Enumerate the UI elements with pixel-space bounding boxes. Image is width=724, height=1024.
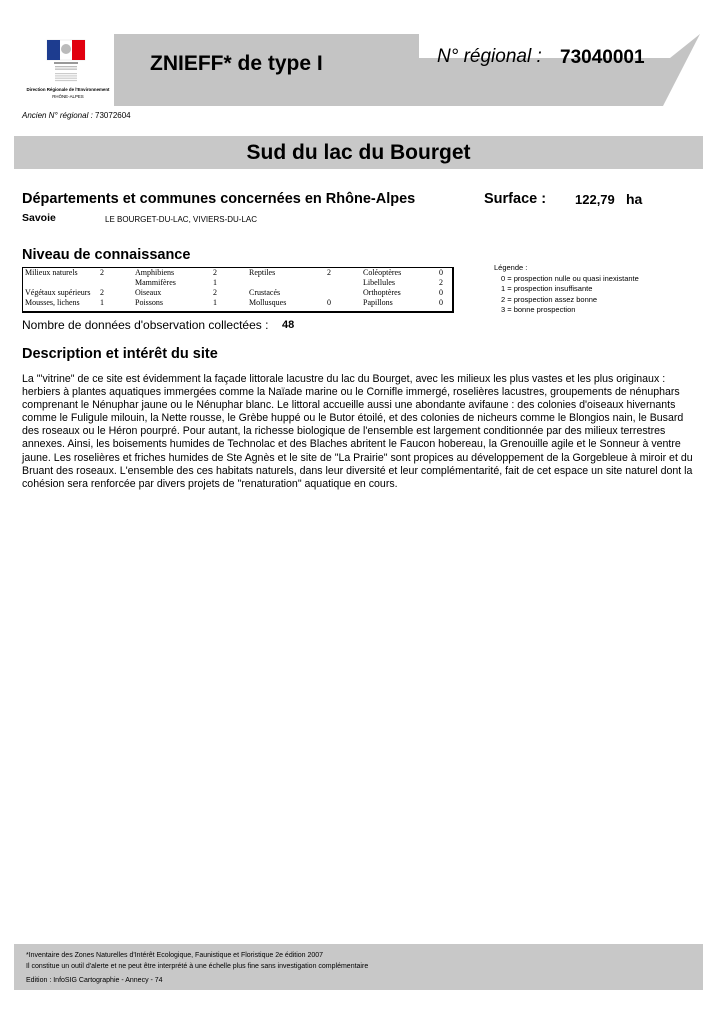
taxon-level: 0 xyxy=(327,298,331,307)
legend xyxy=(494,263,639,316)
taxon-level xyxy=(98,278,133,288)
taxon-label xyxy=(247,278,325,288)
taxon-label: Crustacés xyxy=(249,288,281,297)
taxon-label xyxy=(23,278,98,288)
footer-line3: Edition : InfoSIG Cartographie - Annecy - 74 xyxy=(26,977,163,984)
prefecture-logo xyxy=(22,34,114,106)
footer-line2: Il constitue un outil d'alerte et ne peut être interprété à une échelle plus fine sans investigation complémentaire xyxy=(26,963,369,970)
surface-label: Surface : xyxy=(484,191,547,207)
taxon-label: Oiseaux xyxy=(135,288,162,297)
legend-item: 3 = bonne prospection xyxy=(501,305,576,314)
ancien-number-label: Ancien N° régional : xyxy=(22,111,93,120)
connaissance-table xyxy=(22,267,454,313)
taxon-label: Mammifères xyxy=(135,278,176,287)
taxon-label: Amphibiens xyxy=(135,268,175,277)
footer xyxy=(14,944,703,990)
legend-item: 1 = prospection insuffisante xyxy=(501,284,593,293)
taxon-label: Mollusques xyxy=(249,298,287,307)
taxon-level: 2 xyxy=(327,268,331,277)
regional-number-label: N° régional : xyxy=(437,46,542,67)
taxon-label: Papillons xyxy=(363,298,393,307)
taxon-level: 2 xyxy=(439,278,443,287)
connaissance-grid xyxy=(23,268,451,308)
taxon-label: Orthoptères xyxy=(363,288,401,297)
taxon-label: Poissons xyxy=(135,298,164,307)
connaissance-row xyxy=(23,278,451,288)
taxon-label: Mousses, lichens xyxy=(25,298,80,307)
ancien-number-value: 73072604 xyxy=(95,111,131,120)
logo-text-line1: Direction Régionale de l'Environnement xyxy=(26,87,110,92)
surface-value: 122,79 xyxy=(575,192,615,207)
connaissance-heading: Niveau de connaissance xyxy=(22,247,191,263)
description-heading: Description et intérêt du site xyxy=(22,346,218,362)
taxon-level: 0 xyxy=(439,288,443,297)
taxon-level: 0 xyxy=(439,268,443,277)
observations-value: 48 xyxy=(282,319,295,331)
site-name: Sud du lac du Bourget xyxy=(246,141,471,164)
regional-number: 73040001 xyxy=(560,47,645,68)
taxon-label: Libellules xyxy=(363,278,395,287)
taxon-level: 0 xyxy=(439,298,443,307)
taxon-label: Végétaux supérieurs xyxy=(25,288,91,297)
legend-item: 0 = prospection nulle ou quasi inexistante xyxy=(501,273,639,283)
taxon-level xyxy=(325,278,361,288)
legend-title: Légende : xyxy=(494,263,528,272)
taxon-level: 2 xyxy=(213,288,217,297)
connaissance-row xyxy=(23,288,451,298)
taxon-level: 1 xyxy=(213,298,217,307)
taxon-label: Milieux naturels xyxy=(25,268,78,277)
ancien-number xyxy=(22,111,131,120)
departement-name: Savoie xyxy=(22,212,56,224)
taxon-level: 1 xyxy=(100,298,104,307)
legend-item: 2 = prospection assez bonne xyxy=(501,294,598,304)
observations-label: Nombre de données d'observation collectées : xyxy=(22,318,269,332)
taxon-label: Coléoptères xyxy=(363,268,402,277)
connaissance-row xyxy=(23,268,451,278)
taxon-label: Reptiles xyxy=(249,268,276,277)
footer-line1: *Inventaire des Zones Naturelles d'Intérêt Ecologique, Faunistique et Floristique 2e édition 2007 xyxy=(26,952,324,959)
taxon-level: 2 xyxy=(213,268,217,277)
communes-list: LE BOURGET-DU-LAC, VIVIERS-DU-LAC xyxy=(105,215,258,224)
connaissance-row xyxy=(23,298,451,308)
taxon-level xyxy=(325,288,361,298)
departements-heading: Départements et communes concernées en Rhône-Alpes xyxy=(22,191,416,207)
logo-text-line2: RHÔNE-ALPES xyxy=(52,94,84,99)
taxon-level: 2 xyxy=(100,288,104,297)
description-text: La "'vitrine" de ce site est évidemment la façade littorale lacustre du lac du Bourget, avec les milieux les plus vastes et les plus originaux : herbiers à plantes aquatiques immergées comme la Naïade marine ou le Cornifle immergé, roselières lacustres, groupements de nénuphars comprenant le Nénuphar jaune ou le Nénuphar blanc. Le littoral accueille aussi une abondante avifaune : des colonies d'oiseaux hivernants comme le Fuligule milouin, la Nette rousse, le Grèbe huppé ou le Butor étoilé, et des colonies de nicheurs comme le Blongios nain, le Busard des roseaux ou le Héron pourpré. Pour autant, la richesse biologique de l'ensemble est largement conditionnée par des milieux terrestres annexes. Ainsi, les boisements humides de Technolac et des Blaches abritent le Faucon hobereau, la Grenouille agile et le Sonneur à ventre jaune. Les roselières et friches humides de Ste Agnès et le site de "La Prairie" sont propices au développement de la Gorgebleue à miroir et du Bruant des roseaux. L'ensemble des ces habitats naturels, dans leur diversité et leur complémentarité, fait de cet espace un site naturel dont la cohésion sera renforcée par divers projets de "renaturation" aquatique en cours. xyxy=(22,373,693,490)
taxon-level: 2 xyxy=(100,268,104,277)
znieff-type-title: ZNIEFF* de type I xyxy=(150,52,323,75)
surface-unit: ha xyxy=(626,191,643,207)
taxon-level: 1 xyxy=(213,278,217,287)
